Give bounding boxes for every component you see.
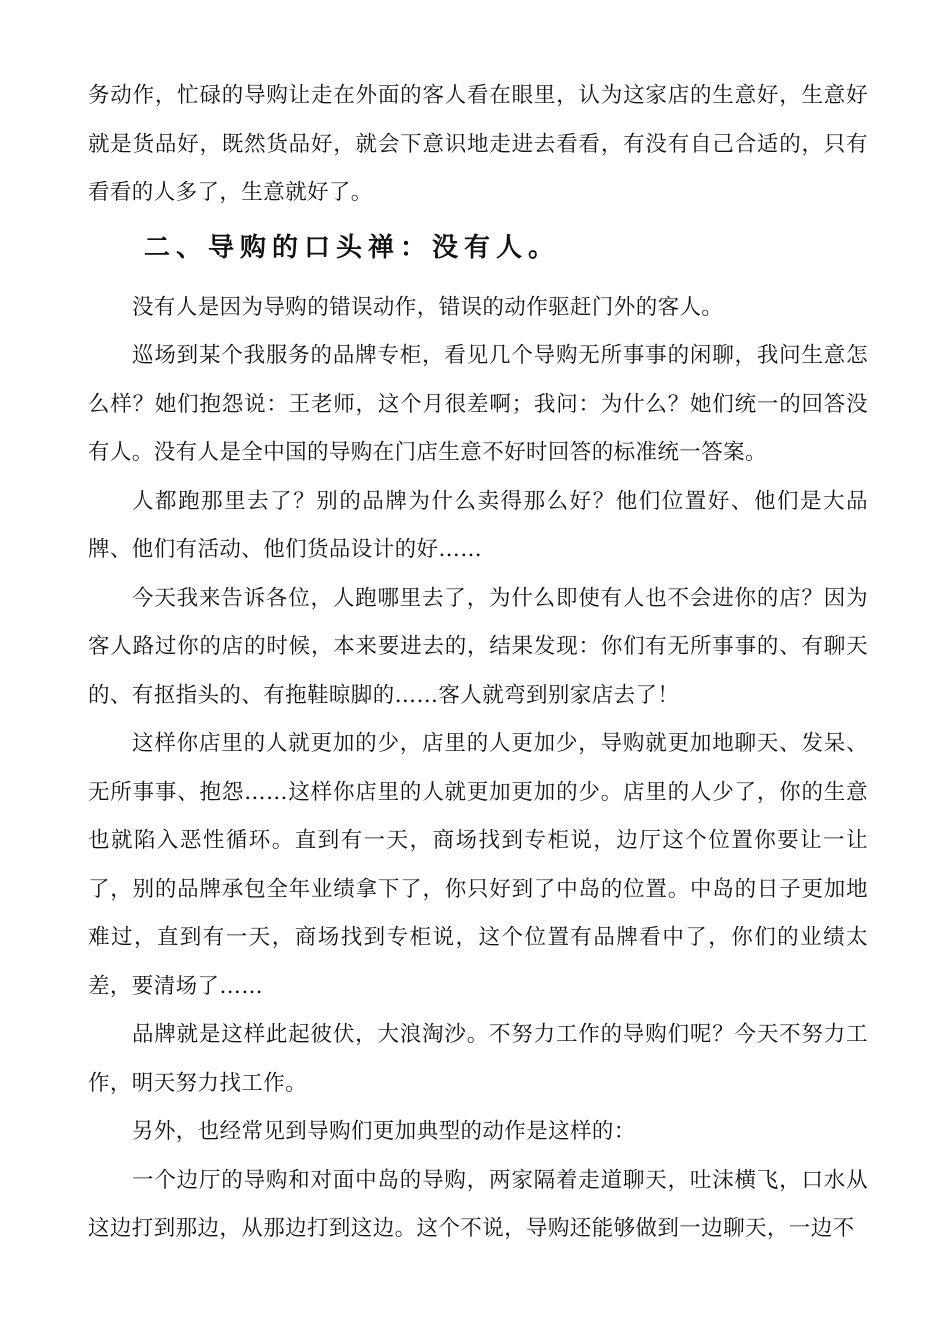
paragraph-5: 这样你店里的人就更加的少，店里的人更加少，导购就更加地聊天、发呆、无所事事、抱怨……这样你店里的人就更加更加的少。店里的人少了，你的生意也就陷入恶性循环。直到有一天，商场找到专柜说，边厅这个位置你要让一让了，别的品牌承包全年业绩拿下了，你只好到了中岛的位置。中岛的日子更加地难过，直到有一天，商场找到专柜说，这个位置有品牌看中了，你们的业绩太差，要清场了……: [88, 731, 868, 999]
document-page: [88, 72, 868, 1254]
paragraph-8: 一个边厅的导购和对面中岛的导购，两家隔着走道聊天，吐沫横飞，口水从这边打到那边，从那边打到这边。这个不说，导购还能够做到一边聊天，一边不: [88, 1167, 868, 1241]
paragraph-continued: 务动作，忙碌的导购让走在外面的客人看在眼里，认为这家店的生意好，生意好就是货品好，既然货品好，就会下意识地走进去看看，有没有自己合适的，只有看看的人多了，生意就好了。: [88, 83, 868, 205]
paragraph-4: 今天我来告诉各位，人跑哪里去了，为什么即使有人也不会进你的店？因为客人路过你的店的时候，本来要进去的，结果发现：你们有无所事事的、有聊天的、有抠指头的、有拖鞋晾脚的……客人就弯到别家店去了！: [88, 585, 868, 708]
paragraph-1: 没有人是因为导购的错误动作，错误的动作驱赶门外的客人。: [132, 294, 724, 320]
paragraph-3: 人都跑那里去了？别的品牌为什么卖得那么好？他们位置好、他们是大品牌、他们有活动、他们货品设计的好……: [88, 488, 868, 562]
paragraph-7: 另外，也经常见到导购们更加典型的动作是这样的：: [132, 1119, 636, 1144]
paragraph-6: 品牌就是这样此起彼伏，大浪淘沙。不努力工作的导购们呢？今天不努力工作，明天努力找工作。: [88, 1022, 868, 1096]
section-heading: 二、导购的口头禅：没有人。: [144, 232, 561, 263]
paragraph-2: 巡场到某个我服务的品牌专柜，看见几个导购无所事事的闲聊，我问生意怎么样？她们抱怨说：王老师，这个月很差啊；我问：为什么？她们统一的回答没有人。没有人是全中国的导购在门店生意不好时回答的标准统一答案。: [88, 343, 868, 465]
